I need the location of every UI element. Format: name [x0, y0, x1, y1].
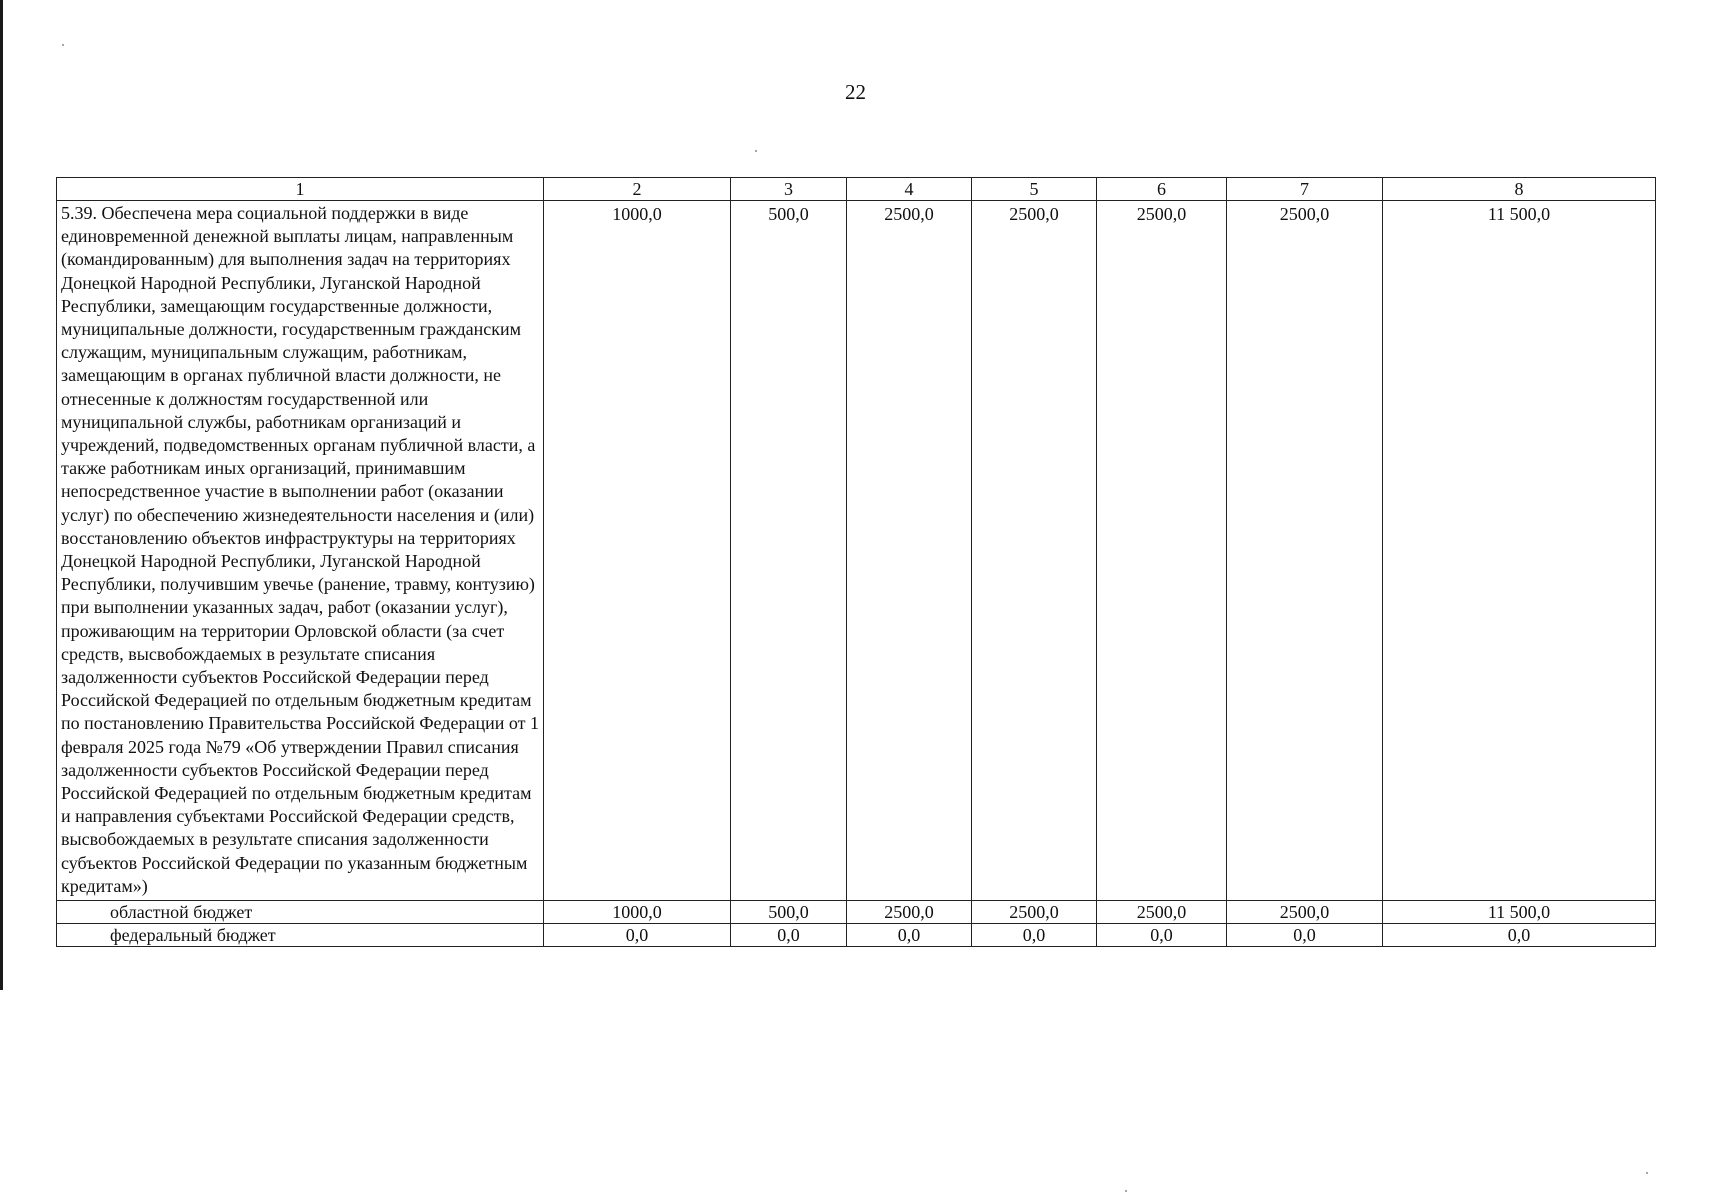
scan-speck	[755, 150, 757, 152]
row-value: 0,0	[1097, 924, 1227, 947]
measure-value: 2500,0	[847, 201, 972, 901]
row-value: 0,0	[544, 924, 731, 947]
measure-value: 500,0	[731, 201, 847, 901]
column-header: 7	[1227, 178, 1383, 201]
row-value: 0,0	[1227, 924, 1383, 947]
row-label: федеральный бюджет	[57, 924, 544, 947]
row-value: 2500,0	[1227, 901, 1383, 924]
column-header: 1	[57, 178, 544, 201]
row-total: 11 500,0	[1383, 901, 1656, 924]
row-value: 2500,0	[847, 901, 972, 924]
scan-speck	[62, 44, 64, 46]
measure-total: 11 500,0	[1383, 201, 1656, 901]
column-header: 8	[1383, 178, 1656, 201]
row-value: 0,0	[972, 924, 1097, 947]
column-header: 2	[544, 178, 731, 201]
column-header: 4	[847, 178, 972, 201]
measure-value: 2500,0	[972, 201, 1097, 901]
row-value: 500,0	[731, 901, 847, 924]
regional-budget-row	[57, 901, 1656, 924]
row-label: областной бюджет	[57, 901, 544, 924]
measure-value: 2500,0	[1097, 201, 1227, 901]
measure-value: 2500,0	[1227, 201, 1383, 901]
measure-value: 1000,0	[544, 201, 731, 901]
row-value: 2500,0	[1097, 901, 1227, 924]
scan-speck	[1125, 1190, 1127, 1192]
federal-budget-row	[57, 924, 1656, 947]
scan-edge	[0, 0, 3, 990]
column-header-row	[57, 178, 1656, 201]
scan-speck	[1646, 1172, 1648, 1174]
column-header: 6	[1097, 178, 1227, 201]
column-header: 5	[972, 178, 1097, 201]
page-number: 22	[845, 80, 866, 104]
budget-table	[56, 177, 1656, 947]
row-total: 0,0	[1383, 924, 1656, 947]
row-value: 2500,0	[972, 901, 1097, 924]
row-value: 0,0	[731, 924, 847, 947]
measure-row	[57, 201, 1656, 901]
row-value: 0,0	[847, 924, 972, 947]
row-value: 1000,0	[544, 901, 731, 924]
measure-description: 5.39. Обеспечена мера социальной поддержки в виде единовременной денежной выплаты лицам, направленным (командированным) для выполнения задач на территориях Донецкой Народной Республики, Луганской Народной Республики, замещающим государственные должности, муниципальные должности, государственным гражданским служащим, муниципальным служащим, работникам, замещающим в органах публичной власти должности, не отнесенные к должностям государственной или муниципальной службы, работникам организаций и учреждений, подведомственных органам публичной власти, а также работникам иных организаций, принимавшим непосредственное участие в выполнении работ (оказании услуг) по обеспечению жизнедеятельности населения и (или) восстановлению объектов инфраструктуры на территориях Донецкой Народной Республики, Луганской Народной Республики, получившим увечье (ранение, травму, контузию) при выполнении указанных задач, работ (оказании услуг), проживающим на территории Орловской области (за счет средств, высвобождаемых в результате списания задолженности субъектов Российской Федерации перед Российской Федерацией по отдельным бюджетным кредитам по постановлению Правительства Российской Федерации от 1 февраля 2025 года №79 «Об утверждении Правил списания задолженности субъектов Российской Федерации перед Российской Федерацией по отдельным бюджетным кредитам и направления субъектами Российской Федерации средств, высвобождаемых в результате списания задолженности субъектов Российской Федерации по указанным бюджетным кредитам»)	[57, 201, 544, 901]
column-header: 3	[731, 178, 847, 201]
